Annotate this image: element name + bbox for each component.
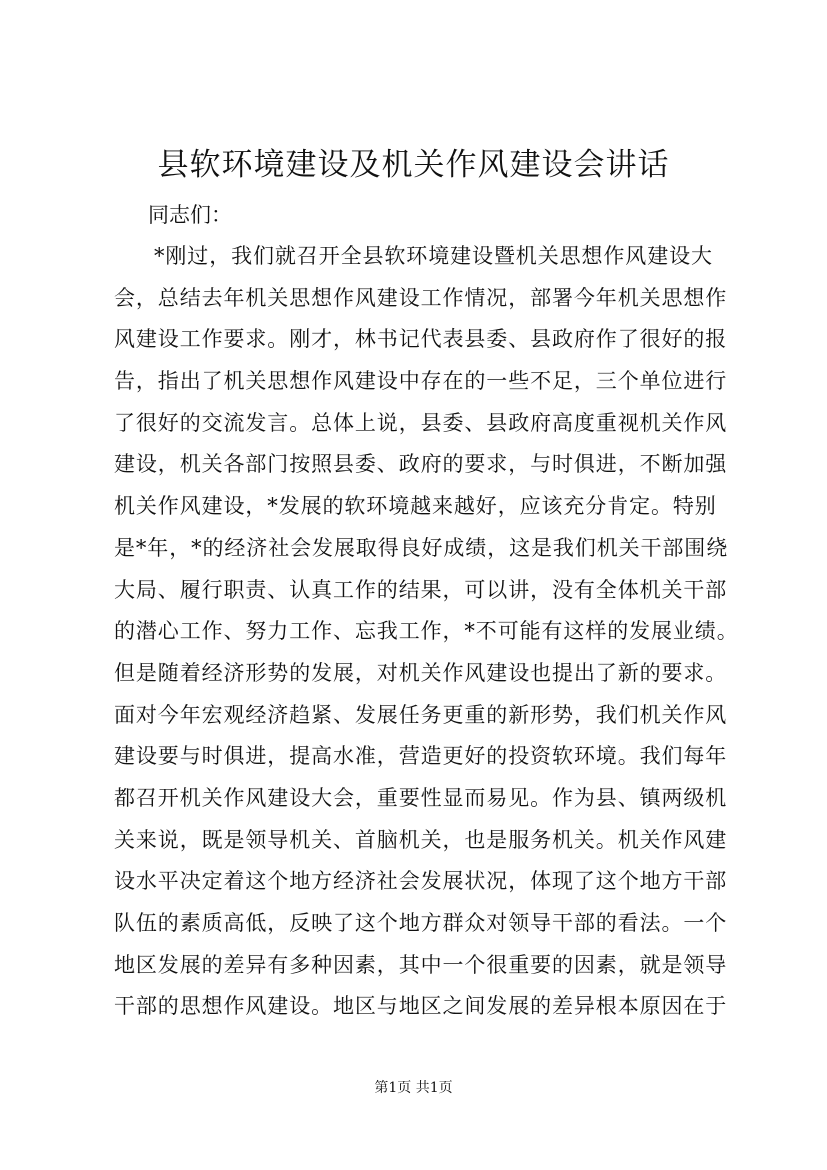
body-line: 关来说，既是领导机关、首脑机关，也是服务机关。机关作风建: [114, 827, 728, 852]
body-line: 设水平决定着这个地方经济社会发展状况，体现了这个地方干部: [114, 869, 728, 894]
body-line: 的潜心工作、努力工作、忘我工作，*不可能有这样的发展业绩。: [114, 619, 739, 644]
body-line: 队伍的素质高低，反映了这个地方群众对领导干部的看法。一个: [114, 911, 728, 935]
body-line: 是*年，*的经济社会发展取得良好成绩，这是我们机关干部围绕: [114, 535, 729, 560]
body-line: 会，总结去年机关思想作风建设工作情况，部署今年机关思想作: [114, 285, 728, 310]
body-line: 都召开机关作风建设大会，重要性显而易见。作为县、镇两级机: [114, 785, 728, 810]
salutation: 同志们：: [148, 203, 232, 227]
body-line: 风建设工作要求。刚才，林书记代表县委、县政府作了很好的报: [114, 327, 728, 352]
body-line: 干部的思想作风建设。地区与地区之间发展的差异根本原因在于: [114, 994, 728, 1019]
body-text: [114, 239, 754, 1031]
document-title: 县软环境建设及机关作风建设会讲话: [157, 147, 670, 183]
body-line: 告，指出了机关思想作风建设中存在的一些不足，三个单位进行: [114, 369, 728, 394]
body-line: *刚过，我们就召开全县软环境建设暨机关思想作风建设大: [154, 244, 713, 268]
body-line: 了很好的交流发言。总体上说，县委、县政府高度重视机关作风: [114, 410, 728, 435]
body-line: 建设，机关各部门按照县委、政府的要求，与时俱进，不断加强: [114, 452, 728, 477]
body-line: 但是随着经济形势的发展，对机关作风建设也提出了新的要求。: [114, 660, 728, 685]
body-line: 大局、履行职责、认真工作的结果，可以讲，没有全体机关干部: [114, 577, 728, 602]
page-footer: 第1页 共1页: [374, 1080, 453, 1096]
body-line: 面对今年宏观经济趋紧、发展任务更重的新形势，我们机关作风: [114, 702, 728, 727]
body-line: 地区发展的差异有多种因素，其中一个很重要的因素，就是领导: [114, 952, 728, 977]
body-line: 机关作风建设，*发展的软环境越来越好，应该充分肯定。特别: [114, 494, 717, 519]
body-line: 建设要与时俱进，提高水准，营造更好的投资软环境。我们每年: [114, 744, 728, 769]
